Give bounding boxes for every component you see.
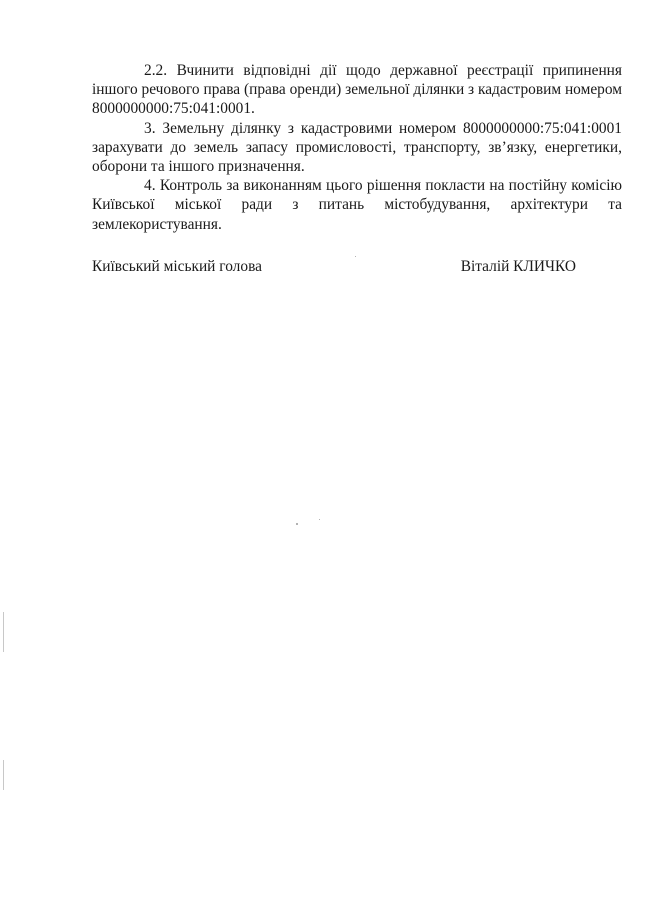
scan-speck (296, 523, 298, 525)
signatory-position: Київський міський голова (92, 258, 262, 275)
scan-edge-mark (3, 612, 4, 652)
document-body (92, 61, 622, 234)
scan-speck (355, 256, 356, 257)
paragraph-2-2: 2.2. Вчинити відповідні дії щодо державної реєстрації припинення іншого речового права (права оренди) земельної ділянки з кадастровим номером 8000000000:75:041:0001. (92, 62, 622, 118)
signature-block (92, 257, 576, 276)
scan-edge-mark (3, 760, 4, 790)
paragraph-3: 3. Земельну ділянку з кадастровими номером 8000000000:75:041:0001 зарахувати до земель запасу промисловості, транспорту, зв’язку, енергетики, оборони та іншого призначення. (92, 119, 622, 176)
signatory-name: Віталій КЛИЧКО (460, 258, 576, 275)
paragraph-4: 4. Контроль за виконанням цього рішення покласти на постійну комісію Київської міської ради з питань містобудування, архітектури та землекористування. (92, 177, 622, 233)
scan-speck (319, 519, 320, 520)
